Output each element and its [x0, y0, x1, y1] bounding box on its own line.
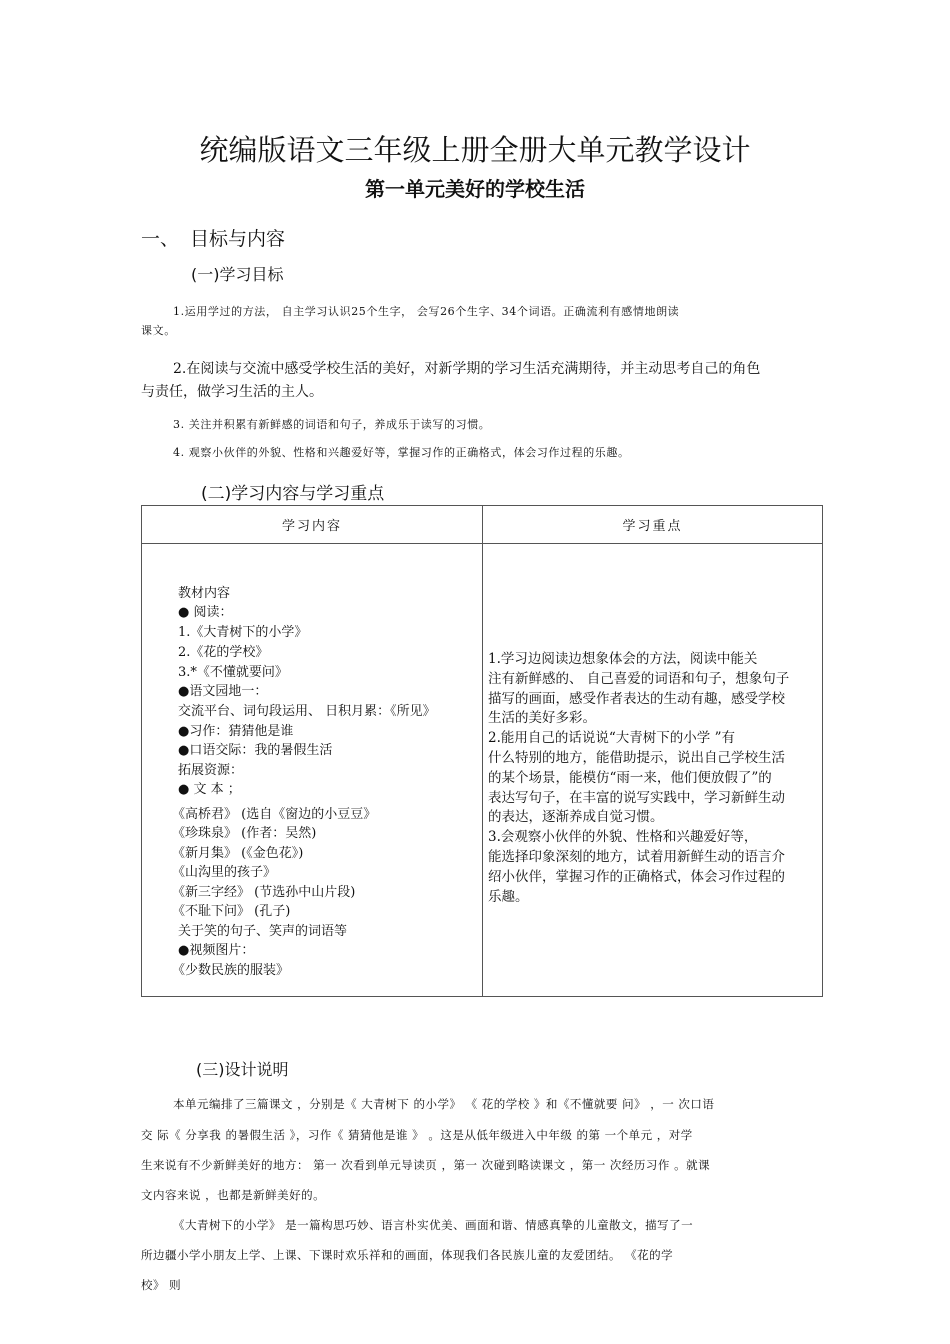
content-line: ●语文园地一：	[178, 684, 268, 699]
goal-1-line-1: 1.运用学过的方法， 自主学习认识25个生字， 会写26个生字、34个词语。正确流利有感情地朗读	[173, 305, 680, 318]
focus-line: 生活的美好多彩。	[488, 710, 596, 727]
content-line: 《少数民族的服装》	[172, 963, 290, 978]
document-title: 统编版语文三年级上册全册大单元教学设计	[199, 133, 751, 167]
content-line: 3.*《不懂就要问》	[178, 665, 288, 680]
focus-line: 注有新鲜感的、 自己喜爱的词语和句子，想象句子	[488, 670, 790, 687]
design-line: 所边疆小学小朋友上学、上课、下课时欢乐祥和的画面，体现我们各民族儿童的友爱团结。 《花的学	[141, 1248, 674, 1262]
content-line: 《不耻下问》 (孔子)	[172, 904, 291, 919]
design-line: 本单元编排了三篇课文 ，分别是《 大青树下 的小学》 《 花的学校 》和《不懂就要 问》 ，一 次口语	[173, 1097, 715, 1111]
table-cell-focus	[483, 544, 823, 997]
focus-line: 表达写句子，在丰富的说写实践中，学习新鲜生动	[488, 789, 785, 806]
content-line: ● 文 本 ；	[178, 782, 241, 797]
goal-2-line-1: 2.在阅读与交流中感受学校生活的美好，对新学期的学习生活充满期待，并主动思考自己的角色	[173, 361, 761, 377]
table-header-focus: 学习重点	[483, 506, 823, 544]
subheading-content-focus: (二)学习内容与学习重点	[201, 484, 385, 504]
focus-line: 的某个场景，能模仿“雨一来，他们便放假了”的	[488, 769, 772, 786]
design-line: 文内容来说 ，也都是新鲜美好的。	[141, 1188, 326, 1202]
design-line: 《大青树下的小学》 是一篇构思巧妙、语言朴实优美、画面和谐、情感真挚的儿童散文，描写了一	[173, 1218, 694, 1232]
content-line: 1.《大青树下的小学》	[178, 625, 308, 640]
focus-line: 能选择印象深刻的地方，试着用新鲜生动的语言介	[488, 849, 785, 865]
unit-title: 第一单元美好的学校生活	[365, 177, 585, 201]
focus-line: 的表达，逐渐养成自觉习惯。	[488, 809, 664, 826]
table-header-content: 学习内容	[142, 506, 483, 544]
content-line: 《新月集》 (《金色花》)	[172, 846, 304, 861]
focus-line: 1.学习边阅读边想象体会的方法，阅读中能关	[488, 651, 758, 667]
table-cell-content	[142, 544, 483, 997]
content-line: ●视频图片：	[178, 943, 255, 958]
content-line: 拓展资源：	[178, 763, 244, 778]
focus-line: 绍小伙伴，掌握习作的正确格式，体会习作过程的	[488, 868, 785, 885]
focus-line: 2.能用自己的话说说“大青树下的小学 ”有	[488, 730, 735, 747]
content-line: 关于笑的句子、笑声的词语等	[178, 924, 348, 939]
section-heading: 目标与内容	[190, 228, 286, 250]
content-line: ●口语交际：我的暑假生活	[178, 743, 333, 758]
content-line: 《高桥君》 (选自《窗边的小豆豆》	[172, 807, 377, 822]
content-line: ●习作：猜猜他是谁	[178, 724, 294, 739]
content-line: 2.《花的学校》	[178, 645, 269, 660]
focus-line: 乐趣。	[488, 888, 529, 905]
subheading-design-notes: (三)设计说明	[196, 1060, 289, 1079]
focus-line: 3.会观察小伙伴的外貌、性格和兴趣爱好等，	[488, 829, 758, 846]
content-focus-table	[141, 505, 823, 997]
content-line: 教材内容	[178, 586, 231, 601]
goal-2-line-2: 与责任，做学习生活的主人。	[141, 384, 323, 400]
design-line: 交 际《 分享我 的暑假生活 》，习作《 猜猜他是谁 》 。这是从低年级进入中年级 的第 一个单元 ，对学	[141, 1128, 693, 1142]
goal-1-line-2: 课文。	[141, 324, 176, 337]
goal-4: 4. 观察小伙伴的外貌、性格和兴趣爱好等，掌握习作的正确格式，体会习作过程的乐趣。	[173, 446, 630, 459]
content-line: 《珍珠泉》 (作者：吴然)	[172, 826, 317, 841]
content-line: ● 阅读：	[178, 605, 233, 620]
subheading-learning-goals: (一)学习目标	[191, 265, 284, 284]
focus-line: 描写的画面，感受作者表达的生动有趣，感受学校	[488, 690, 785, 707]
section-number: 一、	[141, 228, 180, 250]
content-line: 《山沟里的孩子》	[172, 865, 277, 880]
design-line: 校》 则	[141, 1278, 182, 1292]
focus-line: 什么特别的地方，能借助提示，说出自己学校生活	[488, 750, 785, 766]
content-line: 《新三字经》 (节选孙中山片段)	[172, 885, 356, 900]
design-line: 生来说有不少新鲜美好的地方： 第一 次看到单元导读页 ，第一 次碰到略读课文 ，第一 次经历习作 。就课	[141, 1158, 711, 1172]
content-line: 交流平台、词句段运用、 日积月累：《所见》	[178, 704, 436, 719]
goal-3: 3. 关注并积累有新鲜感的词语和句子，养成乐于读写的习惯。	[173, 418, 491, 431]
